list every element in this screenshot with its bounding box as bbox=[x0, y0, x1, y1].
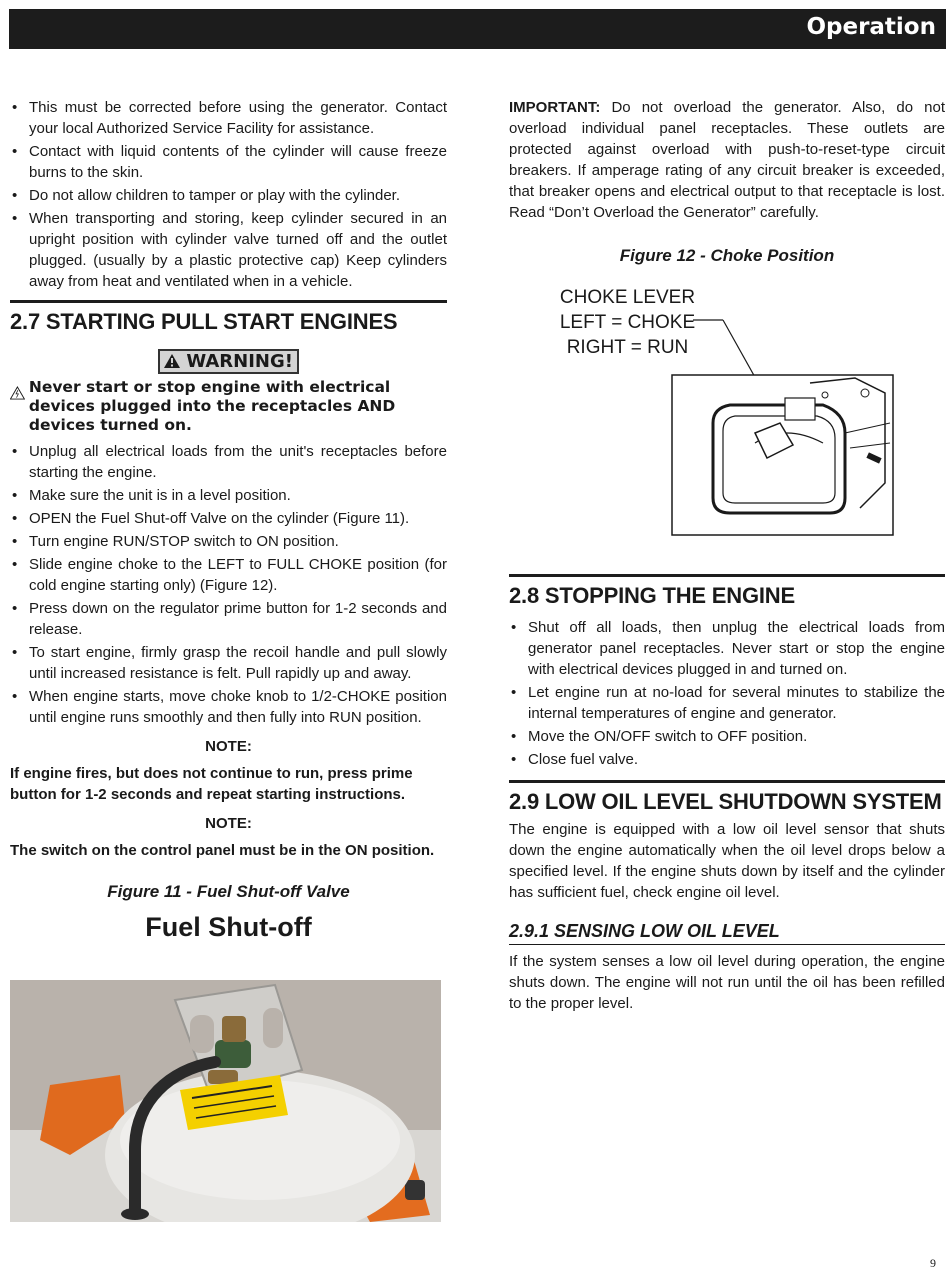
list-item: • Close fuel valve. bbox=[511, 751, 639, 768]
list-item: • Let engine run at no-load for several minutes to stabilize the internal temperatures of engine and generator. bbox=[511, 684, 945, 722]
fuel-shutoff-valve-photo bbox=[10, 980, 441, 1222]
section-2-8-title: 2.8 STOPPING THE ENGINE bbox=[509, 583, 795, 608]
list-item: • Move the ON/OFF switch to OFF position. bbox=[511, 728, 808, 745]
section-2-7-title: 2.7 STARTING PULL START ENGINES bbox=[10, 309, 398, 334]
note-label: NOTE: bbox=[205, 815, 252, 832]
section-2-9-title: 2.9 LOW OIL LEVEL SHUTDOWN SYSTEM bbox=[509, 789, 942, 814]
section-2-9-1-text: If the system senses a low oil level during operation, the engine shuts down. The engine will not run until the oil has been refilled to the proper level. bbox=[509, 953, 945, 1012]
list-item: • To start engine, firmly grasp the recoil handle and pull slowly until increased resistance is felt. Pull rapidly up and away. bbox=[12, 644, 447, 682]
figure-11-caption: Figure 11 - Fuel Shut-off Valve bbox=[107, 882, 350, 901]
section-divider bbox=[509, 574, 945, 577]
important-label: IMPORTANT: bbox=[509, 99, 601, 116]
note-label: NOTE: bbox=[205, 738, 252, 755]
list-item: • Unplug all electrical loads from the unit's receptacles before starting the engine. bbox=[12, 443, 447, 481]
list-item: • When transporting and storing, keep cylinder secured in an upright position with cylinder valve turned off and the outlet plugged. (usually by a plastic protective cap) Keep cylinders away from heat and ventilated when in a vehicle. bbox=[12, 210, 447, 290]
list-item: • Turn engine RUN/STOP switch to ON position. bbox=[12, 533, 339, 550]
note-text: If engine fires, but does not continue to run, press prime button for 1-2 seconds and repeat starting instructions. bbox=[10, 765, 413, 803]
choke-label-line: RIGHT = RUN bbox=[566, 337, 689, 358]
list-item: • Contact with liquid contents of the cylinder will cause freeze burns to the skin. bbox=[12, 143, 447, 181]
section-divider bbox=[10, 300, 447, 303]
list-item: • When engine starts, move choke knob to 1/2-CHOKE position until engine runs smoothly and then fully into RUN position. bbox=[12, 688, 447, 726]
choke-lever-drawing bbox=[555, 283, 900, 541]
starting-steps-list bbox=[10, 441, 447, 728]
choke-label-line: CHOKE LEVER bbox=[559, 287, 696, 308]
choke-position-figure bbox=[555, 283, 900, 541]
electrical-danger-notice bbox=[10, 378, 447, 435]
warning-triangle-icon bbox=[164, 354, 180, 368]
left-column bbox=[10, 97, 447, 944]
danger-text: Never start or stop engine with electrical devices plugged into the receptacles AND devices turned on. bbox=[28, 378, 396, 434]
figure-12-caption: Figure 12 - Choke Position bbox=[619, 246, 835, 265]
list-item: • Press down on the regulator prime button for 1-2 seconds and release. bbox=[12, 600, 447, 638]
section-divider bbox=[509, 780, 945, 783]
section-2-9-1-title: 2.9.1 SENSING LOW OIL LEVEL bbox=[509, 919, 945, 945]
section-2-9-text: The engine is equipped with a low oil level sensor that shuts down the engine automatically when the oil level drops below a specified level. If the engine shuts down by itself and the cylinder has sufficient fuel, check engine oil level. bbox=[509, 821, 945, 901]
header-title: Operation bbox=[806, 14, 936, 40]
warning-badge: WARNING! bbox=[158, 349, 299, 374]
list-item: • Slide engine choke to the LEFT to FULL CHOKE position (for cold engine starting only) (Figure 12). bbox=[12, 556, 447, 594]
list-item: • OPEN the Fuel Shut-off Valve on the cylinder (Figure 11). bbox=[12, 510, 410, 527]
cylinder-safety-list bbox=[10, 97, 447, 292]
list-item: • Shut off all loads, then unplug the electrical loads from generator panel receptacles. Never start or stop the engine with electrical devices plugged in and turned on. bbox=[511, 619, 945, 678]
figure-11-label: Fuel Shut-off bbox=[145, 912, 312, 942]
list-item: • Do not allow children to tamper or play with the cylinder. bbox=[12, 187, 401, 204]
list-item: • Make sure the unit is in a level position. bbox=[12, 487, 291, 504]
choke-label-line: LEFT = CHOKE bbox=[559, 312, 696, 333]
stopping-steps-list bbox=[509, 617, 945, 770]
right-column-lower bbox=[509, 574, 945, 1014]
page-header-bar bbox=[9, 9, 946, 49]
list-item: • This must be corrected before using the generator. Contact your local Authorized Service Facility for assistance. bbox=[12, 99, 447, 137]
electrical-hazard-icon bbox=[10, 378, 25, 408]
note-text: The switch on the control panel must be in the ON position. bbox=[10, 842, 435, 859]
right-column bbox=[509, 97, 945, 274]
important-paragraph: IMPORTANT: Do not overload the generator. Also, do not overload individual panel receptacles. These outlets are protected against overload with push-to-reset-type circuit breakers. If amperage rating of any circuit breaker is exceeded, that breaker opens and electrical output to that receptacle is lost. Read “Don’t Overload the Generator” carefully. bbox=[509, 99, 945, 221]
page-number: 9 bbox=[930, 1256, 936, 1270]
